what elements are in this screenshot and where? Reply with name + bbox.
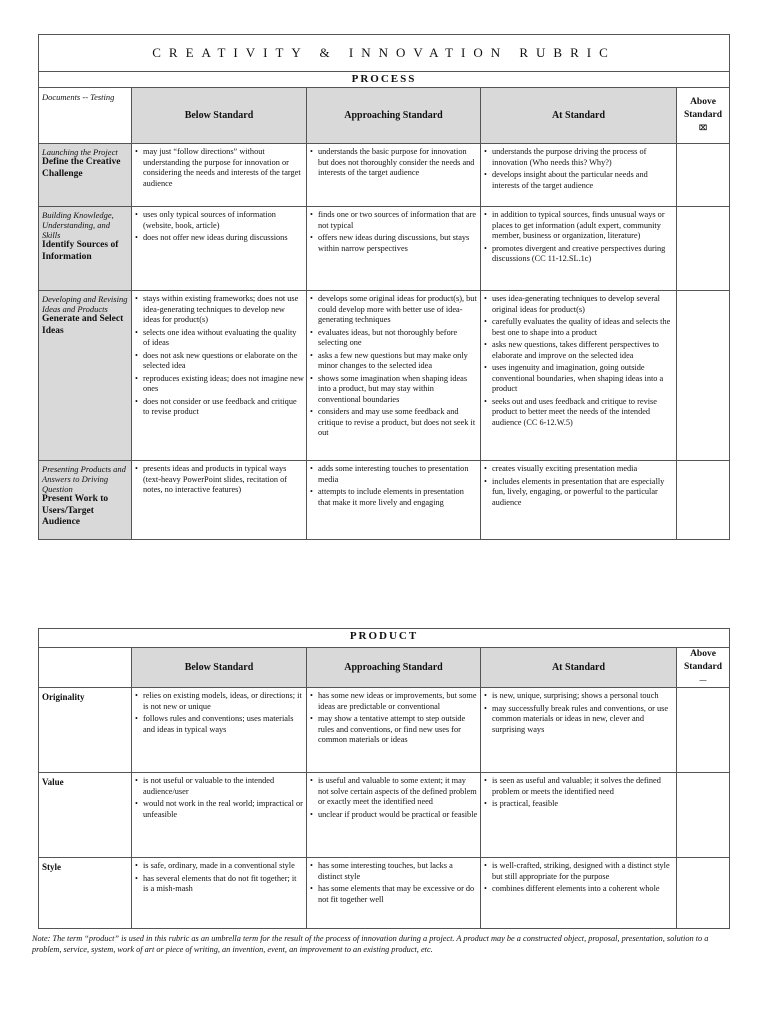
at-criteria-list — [481, 688, 676, 739]
table-row — [39, 207, 730, 291]
above-standard-label: Above Standard — [683, 97, 722, 120]
process-rubric-table — [38, 34, 730, 540]
row-criterion-title: Identify Sources of Information — [42, 240, 119, 262]
table-row — [39, 461, 730, 540]
criterion-item: • considers and may use some feedback and critique to revise a product, but does not seek it out — [310, 407, 478, 439]
criterion-item: • is well-crafted, striking, designed with a distinct style but still appropriate for the purpose — [484, 861, 674, 882]
cell-at — [481, 773, 677, 858]
cell-at — [481, 291, 677, 461]
header-below-standard: Below Standard — [132, 648, 307, 688]
approaching-criteria-list — [307, 858, 480, 909]
criterion-item: • seeks out and uses feedback and critique to revise product to better meet the needs of the intended audience (CC 6-12.W.5) — [484, 397, 674, 429]
row-criterion-title: Value — [42, 777, 64, 787]
at-criteria-list — [481, 461, 676, 512]
criterion-item: • combines different elements into a coherent whole — [484, 884, 674, 895]
criterion-item: • attempts to include elements in presentation that make it more lively and engaging — [310, 487, 478, 508]
criterion-item: • finds one or two sources of information that are not typical — [310, 210, 478, 231]
criterion-item: • follows rules and conventions; uses materials and ideas in typical ways — [135, 714, 304, 735]
cell-above — [677, 207, 730, 291]
header-at-standard: At Standard — [481, 88, 677, 144]
header-approaching-standard: Approaching Standard — [307, 648, 481, 688]
header-above-standard — [677, 648, 730, 688]
row-criterion-label — [39, 144, 132, 207]
table-row — [39, 858, 730, 929]
criterion-item: • reproduces existing ideas; does not imagine new ones — [135, 374, 304, 395]
checkbox-mark-icon: ⌧ — [698, 124, 708, 132]
cell-at — [481, 461, 677, 540]
row-criterion-title: Define the Creative Challenge — [42, 157, 121, 179]
criterion-item: • evaluates ideas, but not thoroughly before selecting one — [310, 328, 478, 349]
criterion-item: • is useful and valuable to some extent; it may not solve certain aspects of the defined problem or exactly meet the identified need — [310, 776, 478, 808]
header-below-standard: Below Standard — [132, 88, 307, 144]
criterion-item: • has several elements that do not fit together; it is a mish-mash — [135, 874, 304, 895]
corner-cell — [39, 88, 132, 144]
criterion-item: • is new, unique, surprising; shows a personal touch — [484, 691, 674, 702]
cell-at — [481, 858, 677, 929]
at-criteria-list — [481, 207, 676, 269]
header-above-standard — [677, 88, 730, 144]
below-criteria-list — [132, 858, 306, 899]
criterion-item: • shows some imagination when shaping ideas into a product, but may stay within conventional boundaries — [310, 374, 478, 406]
criterion-item: • has some elements that may be excessive or do not fit together well — [310, 884, 478, 905]
below-criteria-list — [132, 461, 306, 500]
criterion-item: • selects one idea without evaluating the quality of ideas — [135, 328, 304, 349]
row-criterion-label — [39, 858, 132, 929]
row-stage-label: Presenting Products and Answers to Driving Question — [42, 464, 126, 494]
row-stage-label: Launching the Project — [42, 147, 118, 157]
at-criteria-list — [481, 144, 676, 195]
criterion-item: • does not ask new questions or elaborate on the selected idea — [135, 351, 304, 372]
cell-above — [677, 291, 730, 461]
criterion-item: • is not useful or valuable to the intended audience/user — [135, 776, 304, 797]
criterion-item: • uses only typical sources of information (website, book, article) — [135, 210, 304, 231]
cell-approaching — [307, 688, 481, 773]
cell-below — [132, 144, 307, 207]
cell-approaching — [307, 773, 481, 858]
criterion-item: • understands the purpose driving the process of innovation (Who needs this? Why?) — [484, 147, 674, 168]
row-stage-label: Building Knowledge, Understanding, and Skills — [42, 210, 114, 240]
corner-cell-empty — [39, 648, 132, 688]
criterion-item: • may just “follow directions” without understanding the purpose for innovation or considering the needs and interests of the target audience — [135, 147, 304, 189]
approaching-criteria-list — [307, 688, 480, 750]
cell-above — [677, 773, 730, 858]
row-criterion-label — [39, 207, 132, 291]
cell-below — [132, 207, 307, 291]
below-criteria-list — [132, 207, 306, 248]
criterion-item: • creates visually exciting presentation media — [484, 464, 674, 475]
table-row — [39, 688, 730, 773]
criterion-item: • stays within existing frameworks; does not use idea-generating techniques to develop new ideas for product(s) — [135, 294, 304, 326]
approaching-criteria-list — [307, 461, 480, 512]
criterion-item: • would not work in the real world; impractical or unfeasible — [135, 799, 304, 820]
criterion-item: • asks new questions, takes different perspectives to elaborate and improve on the selected idea — [484, 340, 674, 361]
criterion-item: • relies on existing models, ideas, or directions; it is not new or unique — [135, 691, 304, 712]
criterion-item: • is seen as useful and valuable; it solves the defined problem or meets the identified need — [484, 776, 674, 797]
cell-at — [481, 207, 677, 291]
corner-label: Documents -- Testing — [42, 92, 115, 102]
at-criteria-list — [481, 773, 676, 814]
cell-below — [132, 461, 307, 540]
cell-below — [132, 773, 307, 858]
criterion-item: • promotes divergent and creative perspectives during discussions (CC 11-12.SL.1c) — [484, 244, 674, 265]
criterion-item: • adds some interesting touches to presentation media — [310, 464, 478, 485]
cell-at — [481, 144, 677, 207]
criterion-item: • includes elements in presentation that are especially fun, lively, engaging, or powerful to the particular audience — [484, 477, 674, 509]
cell-above — [677, 144, 730, 207]
approaching-criteria-list — [307, 291, 480, 443]
cell-above — [677, 461, 730, 540]
cell-approaching — [307, 207, 481, 291]
cell-below — [132, 291, 307, 461]
cell-below — [132, 688, 307, 773]
product-rubric-table — [38, 628, 730, 929]
table-row — [39, 291, 730, 461]
below-criteria-list — [132, 291, 306, 422]
cell-at — [481, 688, 677, 773]
criterion-item: • has some new ideas or improvements, but some ideas are predictable or conventional — [310, 691, 478, 712]
below-criteria-list — [132, 688, 306, 739]
approaching-criteria-list — [307, 773, 480, 824]
row-criterion-label — [39, 291, 132, 461]
dash-mark-icon: — — [699, 676, 707, 684]
header-approaching-standard: Approaching Standard — [307, 88, 481, 144]
table-row — [39, 144, 730, 207]
row-stage-label: Developing and Revising Ideas and Products — [42, 294, 128, 314]
cell-approaching — [307, 461, 481, 540]
product-section-title: PRODUCT — [39, 629, 730, 648]
criterion-item: • offers new ideas during discussions, but stays within narrow perspectives — [310, 233, 478, 254]
header-at-standard: At Standard — [481, 648, 677, 688]
criterion-item: • presents ideas and products in typical ways (text-heavy PowerPoint slides, recitation of notes, no interactive features) — [135, 464, 304, 496]
row-criterion-label — [39, 688, 132, 773]
criterion-item: • develops insight about the particular needs and interests of the target audience — [484, 170, 674, 191]
criterion-item: • understands the basic purpose for innovation but does not thoroughly consider the needs and interests of the target audience — [310, 147, 478, 179]
rubric-title: CREATIVITY & INNOVATION RUBRIC — [39, 35, 730, 72]
criterion-item: • may show a tentative attempt to step outside rules and conventions, or find new uses for common materials or ideas — [310, 714, 478, 746]
criterion-item: • does not offer new ideas during discussions — [135, 233, 304, 244]
at-criteria-list — [481, 858, 676, 899]
rubric-footnote: Note: The term “product” is used in this rubric as an umbrella term for the result of the process of innovation during a project. A product may be a constructed object, proposal, presentation, solution to a problem, service, system, work of art or piece of writing, an invention, event, an improvement to an existing product, etc. — [32, 934, 709, 954]
cell-approaching — [307, 291, 481, 461]
approaching-criteria-list — [307, 207, 480, 258]
criterion-item: • in addition to typical sources, finds unusual ways or places to get information (adult expert, community member, business or organization, literature) — [484, 210, 674, 242]
criterion-item: • carefully evaluates the quality of ideas and selects the best one to shape into a product — [484, 317, 674, 338]
row-criterion-label — [39, 461, 132, 540]
table-row — [39, 773, 730, 858]
cell-approaching — [307, 858, 481, 929]
row-criterion-title: Generate and Select Ideas — [42, 314, 124, 336]
criterion-item: • uses idea-generating techniques to develop several original ideas for product(s) — [484, 294, 674, 315]
below-criteria-list — [132, 144, 306, 193]
process-section-title: PROCESS — [39, 72, 730, 88]
criterion-item: • is safe, ordinary, made in a conventional style — [135, 861, 304, 872]
row-criterion-title: Present Work to Users/Target Audience — [42, 494, 109, 527]
criterion-item: • asks a few new questions but may make only minor changes to the selected idea — [310, 351, 478, 372]
criterion-item: • uses ingenuity and imagination, going outside conventional boundaries, when shaping ideas into a product — [484, 363, 674, 395]
at-criteria-list — [481, 291, 676, 432]
cell-below — [132, 858, 307, 929]
criterion-item: • is practical, feasible — [484, 799, 674, 810]
cell-above — [677, 858, 730, 929]
below-criteria-list — [132, 773, 306, 824]
cell-above — [677, 688, 730, 773]
row-criterion-title: Originality — [42, 692, 85, 702]
criterion-item: • has some interesting touches, but lacks a distinct style — [310, 861, 478, 882]
row-criterion-title: Style — [42, 862, 61, 872]
row-criterion-label — [39, 773, 132, 858]
approaching-criteria-list — [307, 144, 480, 183]
cell-approaching — [307, 144, 481, 207]
criterion-item: • unclear if product would be practical or feasible — [310, 810, 478, 821]
above-standard-label: Above Standard — [684, 649, 723, 672]
criterion-item: • does not consider or use feedback and critique to revise product — [135, 397, 304, 418]
criterion-item: • may successfully break rules and conventions, or use common materials or ideas in new, clever and surprising ways — [484, 704, 674, 736]
criterion-item: • develops some original ideas for product(s), but could develop more with better use of idea-generating techniques — [310, 294, 478, 326]
